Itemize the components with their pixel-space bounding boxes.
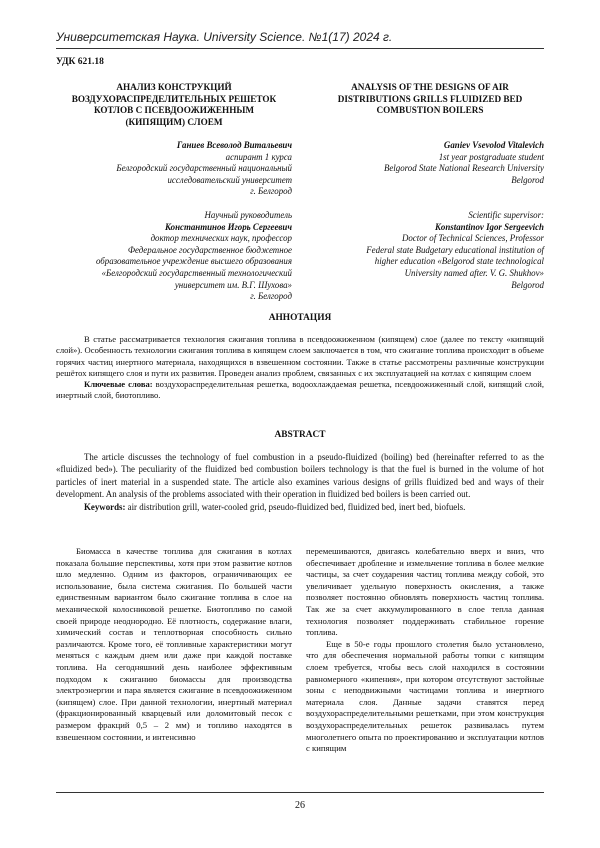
author-ru: Ганиев Всеволод Витальевич аспирант 1 курса Белгородский государственный национальный исследовательский университет г. Белгород bbox=[56, 140, 292, 198]
abstract-heading: ABSTRACT bbox=[274, 430, 326, 440]
author-ru-name: Ганиев Всеволод Витальевич bbox=[176, 140, 292, 150]
supervisor-en: Scientific supervisor: Konstantinov Igor Sergeevich Doctor of Technical Sciences, Professor Federal state Budgetary educational institution of higher education «Belgorod state technological University named after. V. G. Shukhov» Belgorod bbox=[316, 210, 544, 291]
annotation-text: В статье рассматривается технология сжигания топлива в псевдоожиженном (кипящем) слое (далее по тексту «кипящий слой»). Особенность технологии сжигания топлива в кипящем слоем заключается в том, что сжигание топлива происходит в объеме горячих частиц инертного материала, находящихся в взвешенном состоянии. Также в статье рассмотрены различные конструкции решётох кипящего слоя и пути их развития. Проведен анализ проблем, связанных с их эксплуатацией на котлах с кипящим слоем bbox=[56, 334, 544, 378]
author-en: Ganiev Vsevolod Vitalevich 1st year postgraduate student Belgorod State National Research University Belgorod bbox=[316, 140, 544, 186]
body-right-column bbox=[306, 546, 544, 755]
body-left-column bbox=[56, 546, 292, 743]
author-en-name: Ganiev Vsevolod Vitalevich bbox=[443, 140, 544, 150]
annotation-body bbox=[56, 334, 544, 402]
body-paragraph: Еще в 50-е годы прошлого столетия было установлено, что для обеспечения нормальной работы топки с кипящим слоем требуется, чтобы весь слой находился в состоянии равномерного «кипения», при котором отсутствуют застойные зоны с неподвижными частицами топлива и инертного материала слоя. Данные задачи ставятся перед воздухораспределительными решетками, при этом конструкция воздухораспределительных решеток развивалась путем многолетнего опыта по проектированию и эксплуатации котлов с кипящим bbox=[306, 638, 544, 754]
supervisor-en-name: Konstantinov Igor Sergeevich bbox=[435, 221, 544, 232]
abstract-body bbox=[56, 451, 544, 513]
footer-rule bbox=[56, 792, 544, 793]
udk-code: УДК 621.18 bbox=[56, 57, 104, 67]
journal-header: Университетская Наука. University Science. №1(17) 2024 г. bbox=[56, 30, 393, 44]
abstract-keywords: Keywords: air distribution grill, water-cooled grid, pseudo-fluidized bed, fluidized bed, inert bed, biofuels. bbox=[84, 501, 466, 512]
title-ru: АНАЛИЗ КОНСТРУКЦИЙ ВОЗДУХОРАСПРЕДЕЛИТЕЛЬНЫХ РЕШЕТОК КОТЛОВ С ПСЕВДООЖИЖЕННЫМ (КИПЯЩИМ) СЛОЕМ bbox=[71, 82, 277, 127]
title-en: ANALYSIS OF THE DESIGNS OF AIR DISTRIBUTIONS GRILLS FLUIDIZED BED COMBUSTION BOILERS bbox=[337, 82, 523, 115]
body-paragraph: перемешиваются, двигаясь колебательно вверх и вниз, что обеспечивает дробление и измельчение топлива в более мелкие частицы, за счет соударения частиц топлива между собой, это увеличивает удельную поверхность окисления, а также позволяет постоянно обновлять поверхность частиц топлива. Так же за счет аккумулированного в слое тепла данная технология позволяет поддерживать стабильное горение топлива. bbox=[306, 546, 544, 638]
page-number: 26 bbox=[295, 800, 305, 811]
supervisor-ru: Научный руководитель Константинов Игорь Сергеевич доктор технических наук, профессор Федеральное государственное бюджетное образовательное учреждение высшего образования «Белгородский государственный технологический университет им. В.Г. Шухова» г. Белгород bbox=[56, 210, 292, 303]
header-rule bbox=[56, 48, 544, 49]
abstract-text: The article discusses the technology of fuel combustion in a pseudo-fluidized (boiling) bed (hereinafter referred to as the «fluidized bed»). The peculiarity of the fluidized bed combustion boilers technology is that the fuel is burned in the volume of hot particles of inert material in a suspended state. The article also examines various designs of grills fluidized bed and ways of their development. An analysis of the problems associated with their operation in fluidized bed boilers is been carried out. bbox=[56, 452, 544, 500]
annotation-heading: АННОТАЦИЯ bbox=[268, 313, 332, 323]
body-paragraph: Биомасса в качестве топлива для сжигания в котлах показала большие перспективы, хотя при этом развитие котлов шло медленно. Одним из факторов, ограничивающих ее использование, была система сжигания. По большей части единственным вариантом было сжигание топлива в слое на механической колосниковой решетке. Биотопливо по самой своей природе неоднородно. Её плотность, содержание влаги, химический состав и теплотворная способность сильно различаются. Кроме того, её топливные характеристики могут меняться с каждым днем или даже при каждой поставке топлива. На сегодняшний день наиболее эффективным подходом к сжиганию биомассы для производства электроэнергии и пара является сжигание в псевдоожиженном (кипящем) слое. При данной технологии, инертный материал (фракционированный кварцевый или доломитовый песок с размером фракций 0,5 – 2 мм) и топливо находятся в взвешенном состоянии, и интенсивно bbox=[56, 546, 292, 742]
annotation-keywords: Ключевые слова: воздухораспределительная решетка, водоохлаждаемая решетка, псевдоожиженный слой, кипящий слой, инертный слой, биотопливо. bbox=[56, 379, 544, 401]
supervisor-ru-name: Константинов Игорь Сергеевич bbox=[164, 221, 292, 232]
